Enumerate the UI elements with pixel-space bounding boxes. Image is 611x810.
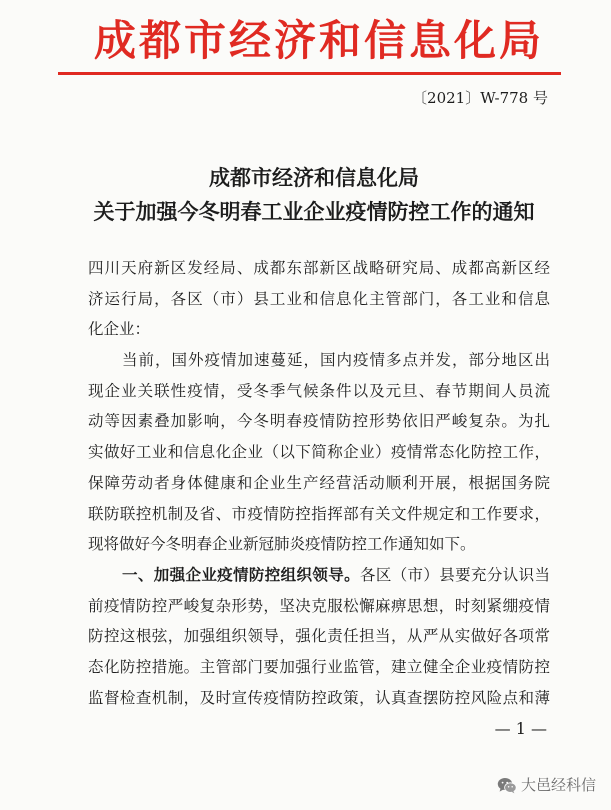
document-title-line-1: 成都市经济和信息化局 xyxy=(209,165,419,190)
addressee-line: 化企业： xyxy=(88,320,151,339)
page-number: — 1 — xyxy=(494,719,547,738)
addressee-line: 四川天府新区发经局、成都东部新区战略研究局、成都高新区经 xyxy=(88,259,550,277)
document-body xyxy=(88,253,550,713)
section-line: 态化防控措施。主管部门要加强行业监管，建立健全企业疫情防控 xyxy=(88,657,550,676)
paragraph-line: 实做好工业和信息化企业（以下简称企业）疫情常态化防控工作， xyxy=(88,443,550,462)
section-first-line xyxy=(88,560,550,591)
paragraph-line: 现企业关联性疫情，受冬季气候条件以及元旦、春节期间人员流 xyxy=(88,381,550,400)
section-line: 防控这根弦，加强组织领导，强化责任担当，从严从实做好各项常 xyxy=(88,627,550,646)
wechat-icon xyxy=(497,777,517,794)
section-line: 前疫情防控严峻复杂形势，坚决克服松懈麻痹思想，时刻紧绷疫情 xyxy=(88,596,550,615)
section-heading: 一、加强企业疫情防控组织领导。 xyxy=(122,565,360,584)
watermark-text: 大邑经科信 xyxy=(521,776,597,794)
section-line: 监督检查机制，及时宣传疫情防控政策，认真查摆防控风险点和薄 xyxy=(88,688,550,707)
addressee-line: 济运行局，各区（市）县工业和信息化主管部门，各工业和信息 xyxy=(88,289,550,308)
document-title-line-2: 关于加强今冬明春工业企业疫情防控工作的通知 xyxy=(93,199,535,224)
paragraph-line: 当前，国外疫情加速蔓延，国内疫情多点并发，部分地区出 xyxy=(122,351,550,370)
letterhead-red-rule xyxy=(58,72,561,75)
paragraph-line: 联防联控机制及省、市疫情防控指挥部有关文件规定和工作要求， xyxy=(88,504,550,523)
paragraph-line: 保障劳动者身体健康和企业生产经营活动顺利开展，根据国务院 xyxy=(88,473,550,492)
source-watermark xyxy=(497,775,596,795)
agency-letterhead: 成都市经济和信息化局 xyxy=(93,16,544,65)
document-number: 〔2021〕W-778 号 xyxy=(412,89,548,107)
paragraph-line: 动等因素叠加影响，今冬明春疫情防控形势依旧严峻复杂。为扎 xyxy=(88,412,550,431)
paragraph-line: 现将做好今冬明春企业新冠肺炎疫情防控工作通知如下。 xyxy=(88,535,476,554)
section-line-text: 各区（市）县要充分认识当 xyxy=(359,565,550,584)
